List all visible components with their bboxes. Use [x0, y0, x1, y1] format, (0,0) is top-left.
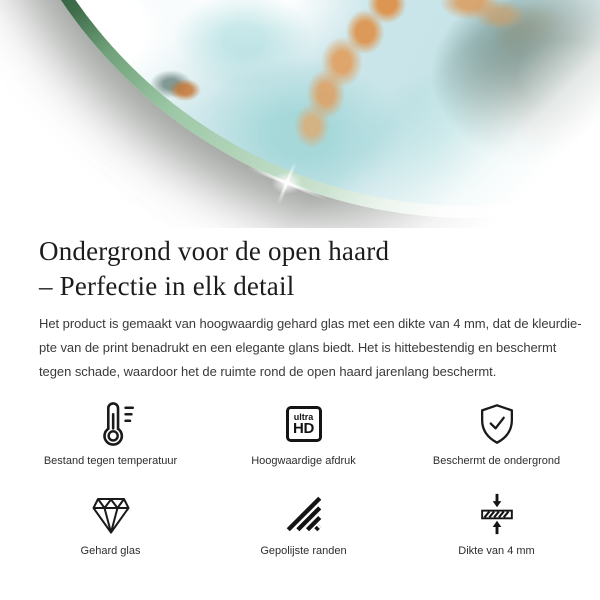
- feature-label: Beschermt de ondergrond: [432, 455, 561, 467]
- page-title-line2: – Perfectie in elk detail: [39, 271, 295, 301]
- diamond-icon: [87, 488, 135, 540]
- feature-label: Bestand tegen temperatuur: [43, 455, 178, 467]
- description-line: tegen schade, waardoor het de ruimte rond de open haard jarenlang beschermt.: [39, 364, 497, 379]
- page-title-line1: Ondergrond voor de open haard: [39, 236, 390, 266]
- ultra-hd-badge: [286, 406, 322, 442]
- product-info-section: [0, 234, 600, 558]
- page-title: [39, 234, 576, 304]
- feature-label: Gehard glas: [80, 545, 141, 557]
- glass-panel-artwork: [0, 0, 600, 206]
- feature-print-quality: [207, 398, 400, 468]
- product-hero-image: [0, 0, 600, 228]
- feature-polished-edges: [207, 488, 400, 558]
- description-line: Het product is gemaakt van hoogwaardig gehard glas met een dikte van 4 mm, dat de kleurdie-: [39, 316, 582, 331]
- ultra-hd-text-top: ultra: [293, 411, 314, 422]
- feature-tempered-glass: [14, 488, 207, 558]
- feature-protection: [400, 398, 593, 468]
- description-line: pte van de print benadrukt en een elegante glans biedt. Het is hittebestendig en beschermt: [39, 340, 557, 355]
- feature-label: Gepolijste randen: [260, 545, 347, 557]
- feature-thickness: [400, 488, 593, 558]
- feature-label: Dikte van 4 mm: [458, 545, 535, 557]
- feature-label: Hoogwaardige afdruk: [251, 455, 356, 467]
- features-grid: [14, 398, 576, 558]
- glass-panel-edge: [0, 0, 600, 218]
- ultra-hd-text-bottom: HD: [292, 419, 315, 437]
- ultra-hd-icon: [286, 398, 322, 450]
- feature-temperature: [14, 398, 207, 468]
- thickness-4mm-icon: [474, 488, 520, 540]
- polished-edges-icon: [283, 488, 325, 540]
- thermometer-icon: [85, 398, 137, 450]
- shield-check-icon: [474, 398, 520, 450]
- product-description: [39, 312, 582, 384]
